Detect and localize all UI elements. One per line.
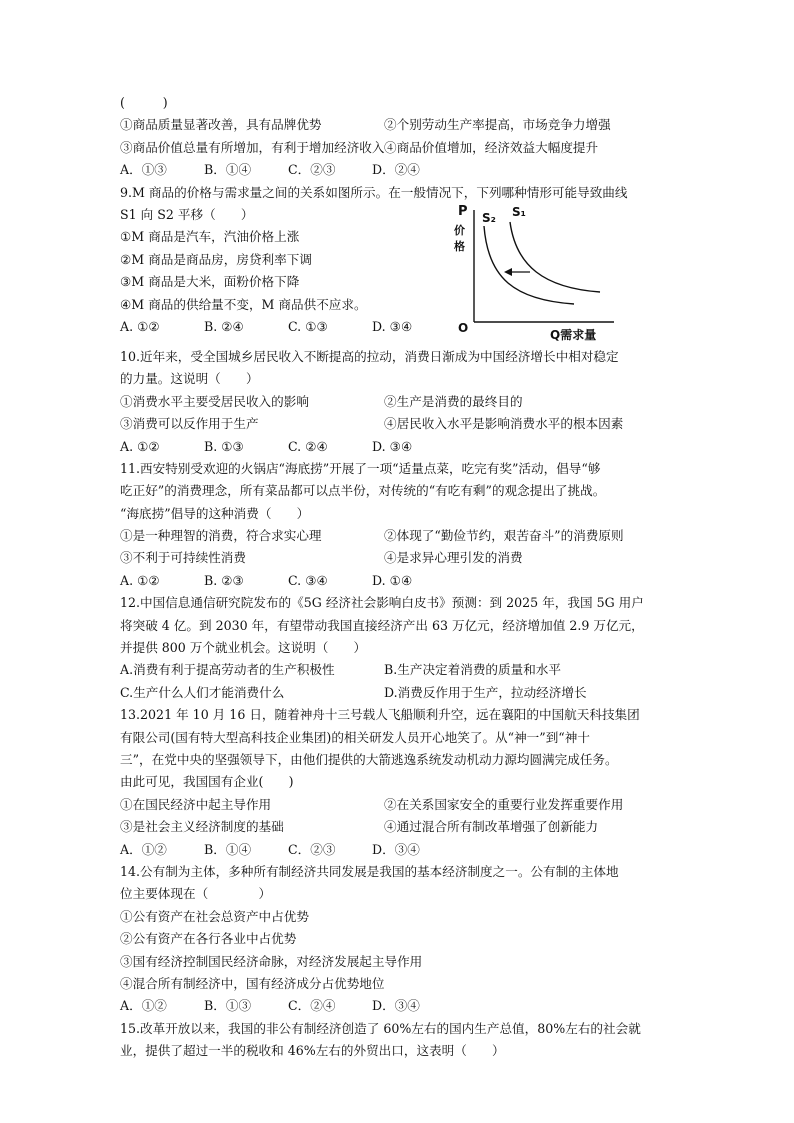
q13-stem-4: 由此可见，我国国有企业( ) (120, 774, 294, 790)
q14-option-4: ④混合所有制经济中，国有经济成分占优势地位 (120, 975, 385, 991)
q8-option-2: ②个别劳动生产率提高，市场竞争力增强 (384, 117, 611, 133)
q14-option-3: ③国有经济控制国民经济命脉，对经济发展起主导作用 (120, 953, 423, 969)
q8-choice-c: C．②③ (288, 162, 336, 178)
q13-option-3: ③是社会主义经济制度的基础 (120, 819, 284, 835)
q10-choice-d: D. ③④ (372, 438, 413, 454)
q9-choice-d: D. ③④ (372, 318, 413, 334)
q13-stem-2: 有限公司(国有特大型高科技企业集团)的相关研发人员开心地笑了。从“神一”到“神十 (120, 729, 590, 745)
q12-stem-3: 并提供 800 万个就业机会。这说明（ ） (120, 640, 367, 656)
q10-choice-c: C. ②④ (288, 438, 328, 454)
q11-option-4: ④是求异心理引发的消费 (384, 550, 523, 566)
q8-choice-b: B．①④ (204, 162, 252, 178)
q14-choice-b: B．①③ (204, 998, 252, 1014)
q11-choice-a: A. ①② (120, 572, 160, 588)
q13-stem-1: 13.2021 年 10 月 16 日，随着神舟十三号载人飞船顺利升空，远在襄阳的中国航天科技集团 (120, 707, 640, 723)
curve-s1 (510, 222, 600, 292)
q15-stem-2: 业，提供了超过一半的税收和 46%左右的外贸出口，这表明（ ） (120, 1043, 505, 1059)
q14-choice-c: C．②④ (288, 998, 336, 1014)
q13-option-2: ②在关系国家安全的重要行业发挥重要作用 (384, 796, 624, 812)
q8-choice-a: A．①③ (120, 162, 167, 178)
q12-stem-1: 12.中国信息通信研究院发布的《5G 经济社会影响白皮书》预测：到 2025 年，我国 5G 用户 (120, 595, 644, 611)
q12-option-c: C.生产什么人们才能消费什么 (120, 684, 285, 700)
q9-choice-a: A. ①② (120, 318, 160, 334)
q14-stem-1: 14.公有制为主体，多种所有制经济共同发展是我国的基本经济制度之一。公有制的主体地 (120, 863, 619, 879)
y-axis-label-1: 价 (454, 223, 465, 237)
q12-option-a: A.消费有利于提高劳动者的生产积极性 (120, 662, 335, 678)
q15-stem-1: 15.改革开放以来，我国的非公有制经济创造了 60%左右的国内生产总值，80%左右的社会就 (120, 1020, 641, 1036)
q12-option-row-2 (120, 682, 680, 704)
q9-choice-c: C. ①③ (288, 318, 328, 334)
q8-option-row-2 (120, 137, 680, 159)
q11-choice-d: D. ①④ (372, 572, 413, 588)
q9-choice-b: B. ②④ (204, 318, 244, 334)
q10-choice-a: A. ①② (120, 438, 160, 454)
q13-choices (120, 839, 680, 861)
q12-option-d: D.消费反作用于生产，拉动经济增长 (384, 684, 587, 700)
q12-option-b: B.生产决定着消费的质量和水平 (384, 662, 561, 678)
q9-option-2: ②M 商品是商品房，房贷利率下调 (120, 251, 312, 267)
curve-s1-label: S₁ (512, 204, 526, 219)
q11-stem-2: 吃正好”的消费理念，所有菜品都可以点半份，对传统的“有吃有剩”的观念提出了挑战。 (120, 483, 606, 499)
q8-option-row-1 (120, 114, 680, 136)
origin-label: O (458, 320, 469, 335)
q11-choices (120, 570, 680, 592)
q12-option-row-1 (120, 659, 680, 681)
q13-option-row-1 (120, 794, 680, 816)
q11-option-2: ②体现了“勤俭节约，艰苦奋斗”的消费原则 (384, 528, 624, 544)
q10-option-2: ②生产是消费的最终目的 (384, 393, 523, 409)
q13-option-1: ①在国民经济中起主导作用 (120, 796, 272, 812)
q10-option-4: ④居民收入水平是影响消费水平的根本因素 (384, 416, 624, 432)
q8-choices (120, 159, 680, 181)
q14-choice-d: D．③④ (372, 998, 420, 1014)
q8-option-4: ④商品价值增加，经济效益大幅度提升 (384, 139, 599, 155)
q10-option-1: ①消费水平主要受居民收入的影响 (120, 393, 309, 409)
shift-arrow-head (504, 268, 512, 276)
q13-choice-b: B．①④ (204, 841, 252, 857)
x-axis-label: Q需求量 (550, 327, 597, 342)
q9-option-3: ③M 商品是大米，面粉价格下降 (120, 274, 300, 290)
q12-stem-2: 将突破 4 亿。到 2030 年，有望带动我国直接经济产出 63 万亿元，经济增加值 2.9 万亿元， (120, 617, 644, 633)
q9-choices (120, 316, 456, 338)
q14-option-2: ②公有资产在各行各业中占优势 (120, 931, 297, 947)
q13-choice-a: A．①② (120, 841, 167, 857)
q10-stem-1: 10.近年来，受全国城乡居民收入不断提高的拉动，消费日渐成为中国经济增长中相对稳定 (120, 348, 619, 364)
exam-page (120, 92, 680, 1062)
y-axis-letter: P (458, 203, 468, 219)
q9-block (120, 203, 680, 342)
q11-choice-c: C. ③④ (288, 572, 328, 588)
q14-stem-2: 位主要体现在（ ） (120, 886, 272, 902)
q10-option-3: ③消费可以反作用于生产 (120, 416, 259, 432)
q11-stem-1: 11.西安特别受欢迎的火锅店“海底捞”开展了一项“适量点菜，吃完有奖”活动，倡导“够 (120, 460, 601, 476)
q10-option-row-2 (120, 413, 680, 435)
q13-option-row-2 (120, 816, 680, 838)
q11-option-3: ③不利于可持续性消费 (120, 550, 246, 566)
q10-stem-2: 的力量。这说明（ ） (120, 371, 259, 387)
q10-option-row-1 (120, 391, 680, 413)
q8-option-1: ①商品质量显著改善，具有品牌优势 (120, 117, 322, 133)
q14-option-1: ①公有资产在社会总资产中占优势 (120, 908, 309, 924)
q13-choice-c: C．②③ (288, 841, 336, 857)
q11-stem-3: “海底捞”倡导的这种消费（ ） (120, 505, 310, 521)
q13-option-4: ④通过混合所有制改革增强了创新能力 (384, 819, 599, 835)
q14-choice-a: A．①② (120, 998, 167, 1014)
q13-stem-3: 三”，在党中央的坚强领导下，由他们提供的大箭逃逸系统发动机动力源均圆满完成任务。 (120, 751, 618, 767)
q13-choice-d: D．③④ (372, 841, 420, 857)
q11-option-1: ①是一种理智的消费，符合求实心理 (120, 528, 322, 544)
q8-option-3: ③商品价值总量有所增加，有利于增加经济收入 (120, 139, 385, 155)
q14-choices (120, 995, 680, 1017)
q11-choice-b: B. ②③ (204, 572, 244, 588)
curve-s2-label: S₂ (482, 210, 496, 225)
q9-stem-1: 9.M 商品的价格与需求量之间的关系如图所示。在一般情况下，下列哪种情形可能导致曲线 (120, 184, 628, 200)
q10-choice-b: B. ①③ (204, 438, 244, 454)
q9-option-1: ①M 商品是汽车，汽油价格上涨 (120, 229, 300, 245)
q9-stem-2: S1 向 S2 平移（ ） (120, 206, 254, 222)
q10-choices (120, 436, 680, 458)
q8-bracket: ( ) (120, 95, 168, 110)
q11-option-row-1 (120, 525, 680, 547)
q8-choice-d: D．②④ (372, 162, 420, 178)
q9-option-4: ④M 商品的供给量不变，M 商品供不应求。 (120, 296, 367, 312)
demand-curve-figure (452, 192, 632, 342)
q11-option-row-2 (120, 547, 680, 569)
y-axis-label-2: 格 (454, 239, 465, 253)
